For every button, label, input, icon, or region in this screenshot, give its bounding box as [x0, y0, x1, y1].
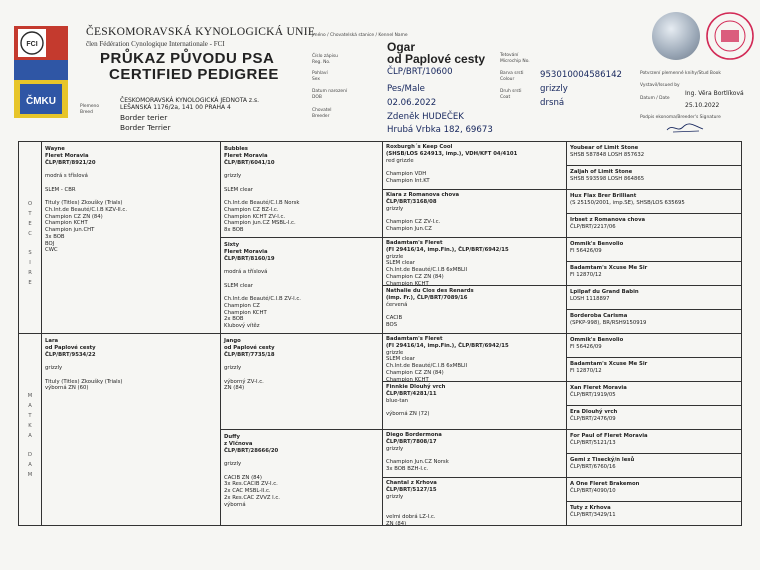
- great-grandparent-cell-line: Champion Int.KT: [386, 177, 430, 184]
- colour-label: Barva srsti Colour: [500, 71, 524, 82]
- great-grandparent-cell-line: [386, 308, 474, 315]
- great-grandparent-cell-line: Champion KCHT: [386, 376, 429, 383]
- gggp-cell-line: Era Dlouhý vrch: [570, 409, 618, 415]
- breed-en: Border Terrier: [120, 123, 171, 132]
- grandparent-cell-line: od Paplové cesty: [224, 344, 275, 351]
- chip-number: 953010004586142: [540, 70, 623, 80]
- studbook-label: Potvrzení plemenné knihy/Stud Book: [640, 71, 721, 76]
- registry-org: ČESKOMORAVSKÁ KYNOLOGICKÁ JEDNOTA z.s.: [120, 97, 260, 104]
- studbook-stamp-icon: [704, 10, 756, 62]
- grandparent-cell-line: z Vlčnova: [224, 440, 253, 447]
- great-grandparent-cell-line: grizzly: [386, 205, 404, 212]
- reg-label: Číslo zápisu Reg. No.: [312, 54, 338, 65]
- great-grandparent-cell-line: [386, 164, 517, 171]
- gggp-cell-line: Tuty z Krhova: [570, 505, 611, 511]
- grandparent-cell: [224, 338, 275, 392]
- coat-label: Druh srsti Coat: [500, 89, 522, 100]
- great-grandparent-cell: [386, 192, 459, 233]
- grandparent-cell: [224, 434, 280, 508]
- grandparent-cell-line: Ch.Int.de Beauté/C.I.B ZV-I.c.: [224, 296, 301, 303]
- great-grandparent-cell: [386, 240, 509, 287]
- dam-side-label: M A T K A D A M: [27, 393, 33, 478]
- grandparent-cell-line: Champion KCHT ZV-I.c.: [224, 213, 286, 220]
- issued-label: Vystavil/Issued by: [640, 83, 680, 88]
- grandparent-cell: [224, 146, 300, 234]
- great-grandparent-cell-line: (imp. Fr.), ČLP/BRT/7089/16: [386, 294, 468, 301]
- grandparent-cell-line: SLEM clear: [224, 282, 253, 289]
- grandparent-cell-line: Fleret Moravia: [224, 248, 268, 255]
- grandparent-cell-line: Sixty: [224, 242, 240, 248]
- gggp-cell-line: SHSB 587848 LOSH 857632: [570, 151, 645, 158]
- grandparent-cell-line: [224, 372, 275, 379]
- gggp-cell-line: SHSB 593598 LOSH 864865: [570, 175, 645, 182]
- sire-cell-line: modrá s tříslová: [45, 173, 88, 180]
- great-grandparent-cell-line: grizzly: [386, 445, 404, 452]
- dam-cell-line: výborná ZN (60): [45, 385, 89, 392]
- great-grandparent-cell: [386, 336, 509, 383]
- dam-cell-line: [45, 358, 122, 365]
- gggp-cell-line: Ommik's Benvolio: [570, 241, 624, 247]
- sire-cell-line: Champion jun.CHT: [45, 227, 95, 234]
- great-grandparent-cell: [386, 480, 437, 527]
- grandparent-cell-line: 8x BOB: [224, 227, 244, 234]
- issue-date: 25.10.2022: [685, 102, 720, 109]
- great-grandparent-cell-line: red grizzle: [386, 157, 414, 164]
- grandparent-cell-line: Champion jun.CZ MSBL-I.c.: [224, 220, 296, 227]
- gggp-cell-line: Hux Flax Brer Brilliant: [570, 193, 637, 199]
- breeder-label: Chovatel Breeder: [312, 108, 332, 119]
- grandparent-cell-line: [224, 180, 300, 187]
- gggp-cell-line: FI 12870/12: [570, 271, 602, 278]
- gggp-cell-line: ČLP/BRT/6760/16: [570, 463, 616, 470]
- great-grandparent-cell-line: [386, 500, 437, 507]
- great-grandparent-cell-line: ČLP/BRT/3168/08: [386, 198, 437, 205]
- great-grandparent-cell-line: Ch.Int.de Beauté/C.I.B 6xMBLII: [386, 363, 468, 370]
- sire-cell-line: SLEM - CBR: [45, 186, 76, 193]
- sire-cell-line: ČLP/BRT/8921/20: [45, 159, 96, 166]
- great-grandparent-cell-line: červená: [386, 301, 408, 308]
- gggp-cell-line: Borderoba Carisma: [570, 313, 628, 319]
- great-grandparent-cell-line: [386, 507, 437, 514]
- grandparent-cell-line: Champion CZ: [224, 302, 260, 309]
- grandparent-cell-line: grizzly: [224, 173, 242, 180]
- grandparent-cell-line: Klubový vítěz: [224, 323, 260, 330]
- dob-value: 02.06.2022: [387, 98, 437, 108]
- grandparent-cell-line: 2x BOB: [224, 316, 244, 323]
- great-grandparent-cell-line: ČLP/BRT/5127/15: [386, 486, 437, 493]
- gggp-cell-line: Xan Fleret Moravia: [570, 385, 627, 391]
- grandparent-cell-line: Ch.Int.de Beauté/C.I.B Norsk: [224, 200, 300, 207]
- gggp-cell-line: For Paul of Fleret Moravia: [570, 433, 648, 439]
- gggp-cell-line: Irbset z Romanova chova: [570, 217, 646, 223]
- grandparent-cell-line: 2x CAC MSBL-II.c.: [224, 488, 271, 495]
- date-label: Datum / Date: [640, 96, 670, 101]
- gggp-cell-line: Zaljah of Limit Stone: [570, 169, 633, 175]
- name-label: Jméno / Chovatelská stanice / Kennel Name: [312, 33, 408, 38]
- great-grandparent-cell-line: Chantal z Krhova: [386, 480, 437, 486]
- dam-cell-line: od Paplové cesty: [45, 344, 96, 351]
- great-grandparent-cell-line: Badamtam's Fleret: [386, 336, 443, 342]
- grandparent-cell: [224, 242, 301, 330]
- great-grandparent-cell: [386, 144, 517, 185]
- sire-cell: [45, 146, 127, 254]
- coat-value: drsná: [540, 98, 565, 108]
- gggp-cell-line: (S 25150/2001, imp.SE), SHSB/LOS 635695: [570, 199, 685, 206]
- gggp-cell-line: FI 56426/09: [570, 247, 602, 254]
- signature-icon: [665, 121, 705, 135]
- gggp-cell: [570, 241, 623, 255]
- gggp-cell-line: Badamtam's Xcuse Me Sir: [570, 361, 648, 367]
- great-grandparent-cell-line: SLEM clear: [386, 356, 415, 363]
- great-grandparent-cell-line: Nathalie du Clos des Renards: [386, 288, 474, 294]
- gggp-cell: [570, 385, 627, 399]
- gggp-cell-line: Gemi z Tisecký/n lesů: [570, 457, 635, 463]
- gggp-cell-line: ČLP/BRT/2217/06: [570, 223, 616, 230]
- gggp-cell-line: FI 12870/12: [570, 367, 602, 374]
- great-grandparent-cell-line: grizzle: [386, 349, 404, 356]
- great-grandparent-cell-line: blue-tan: [386, 397, 409, 404]
- sex-value: Pes/Male: [387, 84, 425, 94]
- sire-cell-line: 3x BOB: [45, 233, 65, 240]
- grandparent-cell-line: Champion CZ BZ-I.c.: [224, 206, 279, 213]
- gggp-cell-line: A One Fleret Brakemon: [570, 481, 640, 487]
- grandparent-cell-line: ČLP/BRT/28666/20: [224, 447, 279, 454]
- reg-number: ČLP/BRT/10600: [387, 67, 453, 77]
- dam-cell-line: Lara: [45, 338, 59, 344]
- gggp-cell: [570, 145, 644, 159]
- title-cz: PRŮKAZ PŮVODU PSA: [100, 50, 275, 67]
- great-grandparent-cell-line: [386, 452, 449, 459]
- gggp-cell: [570, 337, 623, 351]
- dog-name-line2: od Paplové cesty: [387, 52, 486, 66]
- grandparent-cell-line: Duffy: [224, 434, 240, 440]
- grandparent-cell-line: [224, 454, 280, 461]
- title-en: CERTIFIED PEDIGREE: [109, 66, 279, 83]
- grandparent-cell-line: CACIB ZN (84): [224, 474, 262, 481]
- great-grandparent-cell-line: grizzly: [386, 493, 404, 500]
- grandparent-cell-line: grizzly: [224, 365, 242, 372]
- great-grandparent-cell-line: grizzle: [386, 253, 404, 260]
- dob-label: Datum narození DOB: [312, 89, 348, 100]
- great-grandparent-cell-line: (SHSB/LOS 624913, imp.), VDH/KFT 04/4101: [386, 150, 518, 157]
- hologram-sticker: [652, 12, 700, 60]
- great-grandparent-cell-line: SLEM clear: [386, 260, 415, 267]
- great-grandparent-cell: [386, 432, 449, 473]
- grandparent-cell-line: ČLP/BRT/6041/10: [224, 159, 275, 166]
- grandparent-cell-line: SLEM clear: [224, 186, 253, 193]
- great-grandparent-cell-line: Finnkie Dlouhý vrch: [386, 384, 446, 390]
- gggp-cell: [570, 289, 639, 303]
- gggp-cell-line: ČLP/BRT/1919/05: [570, 391, 616, 398]
- dam-cell-line: Tituly (Titles) Zkoušky (Trials): [45, 378, 123, 385]
- gggp-cell-line: ČLP/BRT/4090/10: [570, 487, 616, 494]
- gggp-cell: [570, 193, 685, 207]
- gggp-cell: [570, 457, 634, 471]
- grandparent-cell-line: [224, 468, 280, 475]
- great-grandparent-cell-line: CACIB: [386, 315, 403, 322]
- sire-cell-line: Ch.Int.de Beauté/C.I.B KZV-II.c.: [45, 206, 128, 213]
- great-grandparent-cell: [386, 288, 474, 329]
- gggp-cell: [570, 169, 644, 183]
- great-grandparent-cell: [386, 384, 445, 418]
- grandparent-cell-line: výborný ZV-I.c.: [224, 378, 264, 385]
- org-member: člen Fédération Cynologique Internationale - FCI: [86, 40, 225, 48]
- pedigree-table: [18, 141, 742, 526]
- gggp-cell: [570, 409, 617, 423]
- great-grandparent-cell-line: velmi dobrá LZ-I.c.: [386, 513, 436, 520]
- gggp-cell: [570, 361, 647, 375]
- breed-cz: Border terier: [120, 113, 168, 122]
- great-grandparent-cell-line: ZN (84): [386, 520, 407, 527]
- great-grandparent-cell-line: (FI 29416/14, imp.Fin.), ČLP/BRT/6942/15: [386, 342, 509, 349]
- signature-label: Podpis ekonoma/Breeder's Signature: [640, 115, 721, 120]
- dam-cell-line: grizzly: [45, 365, 63, 372]
- sire-cell-line: Champion KCHT: [45, 220, 88, 227]
- breeder-name: Zdeněk HUDEČEK: [387, 112, 464, 122]
- grandparent-cell-line: [224, 276, 301, 283]
- gggp-cell-line: FI 56426/09: [570, 343, 602, 350]
- gggp-cell: [570, 505, 616, 519]
- sire-side-label: O T E C S I R E: [27, 201, 33, 286]
- great-grandparent-cell-line: Roxburgh´s Keep Cool: [386, 144, 453, 150]
- grandparent-cell-line: grizzly: [224, 461, 242, 468]
- gggp-cell: [570, 481, 639, 495]
- great-grandparent-cell-line: BOS: [386, 321, 398, 328]
- breed-label: Plemeno Breed: [80, 104, 100, 115]
- grandparent-cell-line: [224, 358, 275, 365]
- great-grandparent-cell-line: 3x BOB BZH-I.c.: [386, 465, 429, 472]
- sire-cell-line: Champion CZ ZN (84): [45, 213, 103, 220]
- issued-by: Ing. Věra Bortlíková: [685, 90, 744, 97]
- chip-label: Tetování Microchip No.: [500, 53, 530, 64]
- gggp-cell-line: (SPKP-998), BR/RSH9150919: [570, 319, 647, 326]
- great-grandparent-cell-line: výborná ZN (72): [386, 411, 430, 418]
- dam-cell-line: ČLP/BRT/9534/22: [45, 351, 96, 358]
- great-grandparent-cell-line: Champion KCHT: [386, 280, 429, 287]
- dog-name-line1: Ogar: [387, 40, 416, 54]
- gggp-cell-line: Badamtam's Xcuse Me Sir: [570, 265, 648, 271]
- grandparent-cell-line: modrá a tříslová: [224, 269, 268, 276]
- great-grandparent-cell-line: Kiara z Romanova chova: [386, 192, 460, 198]
- grandparent-cell-line: 2x Res.CAC ZVVZ I.c.: [224, 494, 280, 501]
- grandparent-cell-line: 3x Res.CACIB ZV-I.c.: [224, 481, 278, 488]
- great-grandparent-cell-line: Champion CZ ZN (84): [386, 273, 444, 280]
- great-grandparent-cell-line: ČLP/BRT/4281/11: [386, 390, 437, 397]
- dam-cell-line: [45, 372, 122, 379]
- great-grandparent-cell-line: Champion CZ ZV-I.c.: [386, 219, 441, 226]
- svg-text:FCI: FCI: [26, 41, 38, 48]
- breeder-address: Hrubá Vrbka 182, 69673: [387, 125, 493, 135]
- gggp-cell: [570, 433, 648, 447]
- grandparent-cell-line: ČLP/BRT/7735/18: [224, 351, 275, 358]
- org-name: ČESKOMORAVSKÁ KYNOLOGICKÁ UNIE: [86, 26, 316, 38]
- grandparent-cell-line: ZN (84): [224, 385, 245, 392]
- gggp-cell: [570, 265, 647, 279]
- grandparent-cell-line: Fleret Moravia: [224, 152, 268, 159]
- grandparent-cell-line: Jango: [224, 338, 241, 344]
- gggp-cell: [570, 313, 646, 327]
- dam-cell: [45, 338, 122, 392]
- great-grandparent-cell-line: Badamtam's Fleret: [386, 240, 443, 246]
- grandparent-cell-line: Champion KCHT: [224, 309, 267, 316]
- gggp-cell: [570, 217, 645, 231]
- great-grandparent-cell-line: [386, 212, 459, 219]
- gggp-cell-line: Ommik's Benvolio: [570, 337, 624, 343]
- great-grandparent-cell-line: Champion Jun.CZ: [386, 225, 432, 232]
- great-grandparent-cell-line: (FI 29416/14, imp.Fin.), ČLP/BRT/6942/15: [386, 246, 509, 253]
- svg-text:ČMKU: ČMKU: [26, 96, 56, 107]
- gggp-cell-line: ČLP/BRT/5121/13: [570, 439, 616, 446]
- great-grandparent-cell-line: Champion CZ ZN (84): [386, 369, 444, 376]
- gggp-cell-line: LOSH 1118897: [570, 295, 610, 302]
- sire-cell-line: BOJ: [45, 240, 55, 247]
- great-grandparent-cell-line: Champion Jun.CZ Norsk: [386, 459, 449, 466]
- sire-cell-line: [45, 180, 127, 187]
- gggp-cell-line: ČLP/BRT/3429/11: [570, 511, 616, 518]
- grandparent-cell-line: výborná: [224, 501, 246, 508]
- great-grandparent-cell-line: ČLP/BRT/7808/17: [386, 438, 437, 445]
- gggp-cell-line: ČLP/BRT/2476/09: [570, 415, 616, 422]
- grandparent-cell-line: Bubbles: [224, 146, 248, 152]
- registry-address: LEŠANSKÁ 1176/2a, 141 00 PRAHA 4: [120, 104, 231, 111]
- sire-cell-line: Tituly (Titles) Zkoušky (Trials): [45, 200, 123, 207]
- gggp-cell-line: Youbear of Limit Stone: [570, 145, 639, 151]
- sex-label: Pohlaví Sex: [312, 71, 328, 82]
- gggp-cell-line: Lpilpaf du Grand Babin: [570, 289, 639, 295]
- fci-cmku-logo: [14, 26, 68, 118]
- sire-cell-line: Wayne: [45, 146, 65, 152]
- colour-value: grizzly: [540, 84, 568, 94]
- grandparent-cell-line: ČLP/BRT/8160/19: [224, 255, 275, 262]
- great-grandparent-cell-line: Champion VDH: [386, 171, 427, 178]
- sire-cell-line: Fleret Moravia: [45, 152, 89, 159]
- sire-cell-line: CWC: [45, 247, 58, 254]
- great-grandparent-cell-line: Ch.Int.de Beauté/C.I.B 6xMBLII: [386, 267, 468, 274]
- grandparent-cell-line: [224, 166, 300, 173]
- great-grandparent-cell-line: Diego Bordermona: [386, 432, 442, 438]
